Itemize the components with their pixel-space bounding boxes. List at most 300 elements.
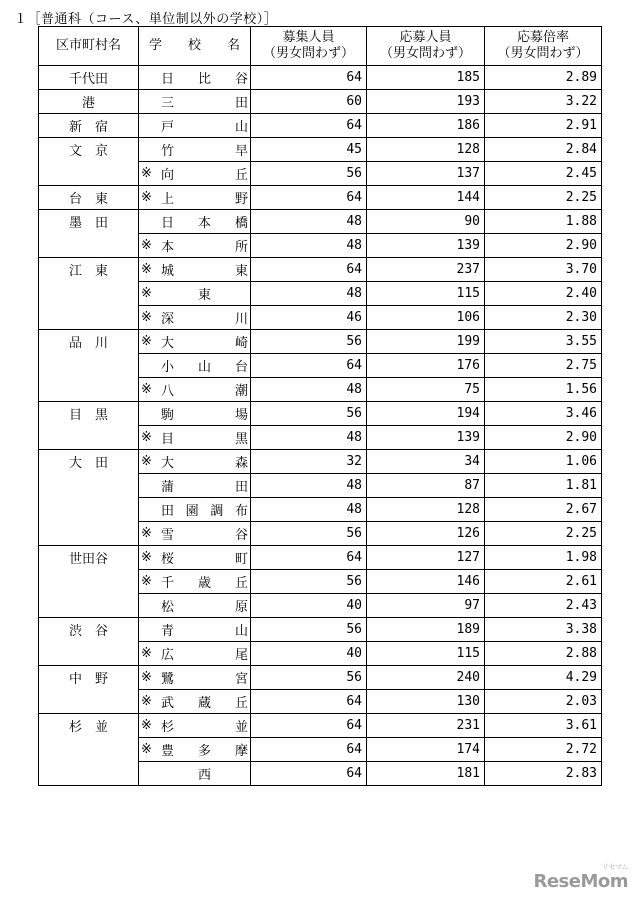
header-capacity-line2: （男女問わず） xyxy=(262,46,354,61)
capacity-cell: 48 xyxy=(251,234,367,258)
school-name xyxy=(161,236,248,255)
school-name-char: 布 xyxy=(234,504,248,519)
school-name-char: 田 xyxy=(161,504,175,519)
applicants-cell: 75 xyxy=(367,378,485,402)
logo-text: ReseMom xyxy=(533,871,628,892)
school-name-char: 谷 xyxy=(234,528,248,543)
applicants-cell: 181 xyxy=(367,762,485,786)
applicants-cell: 185 xyxy=(367,66,485,90)
school-name xyxy=(161,404,248,423)
note-mark: ※ xyxy=(141,646,152,661)
table-row xyxy=(39,618,602,642)
school-name xyxy=(161,764,248,783)
header-capacity xyxy=(251,27,367,66)
school-name-char: 橋 xyxy=(234,216,248,231)
note-mark: ※ xyxy=(141,430,152,445)
school-cell xyxy=(139,570,251,594)
note-mark: ※ xyxy=(141,742,152,757)
ward-cell: 品 川 xyxy=(39,330,139,354)
ward-cell: 目 黒 xyxy=(39,402,139,426)
table-row xyxy=(39,114,602,138)
school-cell xyxy=(139,330,251,354)
capacity-cell: 56 xyxy=(251,666,367,690)
school-cell xyxy=(139,474,251,498)
school-cell xyxy=(139,450,251,474)
ratio-cell: 1.06 xyxy=(485,450,602,474)
note-mark: ※ xyxy=(141,694,152,709)
header-applicants-line1: 応募人員 xyxy=(399,30,452,45)
table-row xyxy=(39,354,602,378)
school-cell xyxy=(139,234,251,258)
note-mark: ※ xyxy=(141,526,152,541)
table-row xyxy=(39,666,602,690)
header-ratio-line1: 応募倍率 xyxy=(516,30,569,45)
applicants-cell: 130 xyxy=(367,690,485,714)
school-name-char: 豊 xyxy=(161,744,175,759)
school-name-char: 小 xyxy=(161,360,175,375)
note-mark: ※ xyxy=(141,550,152,565)
table-row xyxy=(39,258,602,282)
school-name-char: 西 xyxy=(197,768,211,783)
school-name-char: 山 xyxy=(234,624,248,639)
school-name xyxy=(161,68,248,87)
note-mark: ※ xyxy=(141,238,152,253)
ratio-cell: 2.40 xyxy=(485,282,602,306)
ward-cell: 大 田 xyxy=(39,450,139,474)
school-name-char: 東 xyxy=(234,264,248,279)
school-name-char: 上 xyxy=(161,192,175,207)
table-row xyxy=(39,762,602,786)
school-cell xyxy=(139,186,251,210)
school-name-char: 桜 xyxy=(161,552,175,567)
school-name-char: 雪 xyxy=(161,528,175,543)
school-cell xyxy=(139,354,251,378)
school-name xyxy=(161,116,248,135)
school-name xyxy=(161,260,248,279)
school-cell xyxy=(139,162,251,186)
applicants-cell: 137 xyxy=(367,162,485,186)
ward-cell xyxy=(39,474,139,498)
school-cell xyxy=(139,378,251,402)
note-mark: ※ xyxy=(141,574,152,589)
table-row xyxy=(39,282,602,306)
applicants-cell: 128 xyxy=(367,138,485,162)
ward-cell xyxy=(39,738,139,762)
note-mark: ※ xyxy=(141,670,152,685)
school-cell xyxy=(139,114,251,138)
header-applicants-line2: （男女問わず） xyxy=(379,46,471,61)
table-row xyxy=(39,522,602,546)
school-cell xyxy=(139,210,251,234)
school-name-char: 東 xyxy=(197,288,211,303)
school-name xyxy=(161,332,248,351)
school-name-char: 田 xyxy=(234,480,248,495)
school-name-char: 多 xyxy=(197,744,211,759)
ratio-cell: 1.98 xyxy=(485,546,602,570)
ward-cell xyxy=(39,354,139,378)
school-name-char: 川 xyxy=(234,312,248,327)
school-name xyxy=(161,572,248,591)
school-name-char: 園 xyxy=(185,504,199,519)
note-mark: ※ xyxy=(141,334,152,349)
applicants-cell: 106 xyxy=(367,306,485,330)
applicants-cell: 127 xyxy=(367,546,485,570)
school-name xyxy=(161,356,248,375)
capacity-cell: 32 xyxy=(251,450,367,474)
table-row xyxy=(39,90,602,114)
ward-cell xyxy=(39,162,139,186)
school-name-char: 丘 xyxy=(234,696,248,711)
table-row xyxy=(39,138,602,162)
school-name-char: 宮 xyxy=(234,672,248,687)
school-name-char: 本 xyxy=(161,240,175,255)
school-name-char: 三 xyxy=(161,96,175,111)
ward-cell xyxy=(39,690,139,714)
school-cell xyxy=(139,594,251,618)
school-name xyxy=(161,308,248,327)
applicants-cell: 97 xyxy=(367,594,485,618)
table-row xyxy=(39,498,602,522)
ratio-cell: 2.90 xyxy=(485,234,602,258)
ratio-cell: 2.91 xyxy=(485,114,602,138)
note-mark: ※ xyxy=(141,454,152,469)
school-name-char: 野 xyxy=(234,192,248,207)
school-name xyxy=(161,716,248,735)
header-ratio xyxy=(485,27,602,66)
school-name-char: 山 xyxy=(234,120,248,135)
ratio-cell: 2.03 xyxy=(485,690,602,714)
capacity-cell: 48 xyxy=(251,378,367,402)
school-cell xyxy=(139,546,251,570)
school-name xyxy=(161,428,248,447)
school-name-char: 大 xyxy=(161,336,175,351)
ratio-cell: 2.61 xyxy=(485,570,602,594)
capacity-cell: 56 xyxy=(251,402,367,426)
school-name xyxy=(161,524,248,543)
school-name-char: 千 xyxy=(161,576,175,591)
capacity-cell: 64 xyxy=(251,546,367,570)
ratio-cell: 3.55 xyxy=(485,330,602,354)
note-mark: ※ xyxy=(141,166,152,181)
ward-cell xyxy=(39,378,139,402)
capacity-cell: 46 xyxy=(251,306,367,330)
school-name xyxy=(161,284,248,303)
school-name-char: 大 xyxy=(161,456,175,471)
school-name-char: 蔵 xyxy=(197,696,211,711)
ward-cell xyxy=(39,234,139,258)
ratio-cell: 2.67 xyxy=(485,498,602,522)
school-name-char: 原 xyxy=(234,600,248,615)
ratio-cell: 2.45 xyxy=(485,162,602,186)
school-cell xyxy=(139,426,251,450)
school-name-char: 摩 xyxy=(234,744,248,759)
ratio-cell: 3.22 xyxy=(485,90,602,114)
school-cell xyxy=(139,714,251,738)
applicants-cell: 128 xyxy=(367,498,485,522)
table-row xyxy=(39,474,602,498)
capacity-cell: 64 xyxy=(251,762,367,786)
ratio-cell: 2.25 xyxy=(485,522,602,546)
school-name-char: 谷 xyxy=(234,72,248,87)
applicants-cell: 139 xyxy=(367,426,485,450)
ward-cell: 文 京 xyxy=(39,138,139,162)
ward-cell: 新 宿 xyxy=(39,114,139,138)
table-row xyxy=(39,162,602,186)
school-name-char: 青 xyxy=(161,624,175,639)
school-cell xyxy=(139,306,251,330)
table-row xyxy=(39,306,602,330)
school-name-char: 日 xyxy=(161,216,175,231)
table-row xyxy=(39,450,602,474)
school-name-char: 城 xyxy=(161,264,175,279)
header-ward: 区市町村名 xyxy=(39,27,139,66)
applicants-cell: 87 xyxy=(367,474,485,498)
school-name-char: 丘 xyxy=(234,168,248,183)
table-row xyxy=(39,66,602,90)
school-name-char: 松 xyxy=(161,600,175,615)
applicants-cell: 186 xyxy=(367,114,485,138)
school-cell xyxy=(139,666,251,690)
table-row xyxy=(39,426,602,450)
table-row xyxy=(39,402,602,426)
school-name-char: 黒 xyxy=(234,432,248,447)
capacity-cell: 48 xyxy=(251,282,367,306)
logo-subtext: リセマム xyxy=(602,863,628,871)
ratio-cell: 1.81 xyxy=(485,474,602,498)
table-heading: １［普通科（コース、単位制以外の学校）］ xyxy=(14,12,278,27)
table-row xyxy=(39,714,602,738)
school-name-char: 歳 xyxy=(197,576,211,591)
school-cell xyxy=(139,498,251,522)
applicants-cell: 240 xyxy=(367,666,485,690)
school-cell xyxy=(139,642,251,666)
school-cell xyxy=(139,258,251,282)
school-name-char: 所 xyxy=(234,240,248,255)
school-name-char: 本 xyxy=(197,216,211,231)
ward-cell: 江 東 xyxy=(39,258,139,282)
ratio-cell: 3.38 xyxy=(485,618,602,642)
school-name-char: 尾 xyxy=(234,648,248,663)
school-name-char: 崎 xyxy=(234,336,248,351)
school-name-char: 比 xyxy=(197,72,211,87)
applicants-cell: 115 xyxy=(367,642,485,666)
header-capacity-line1: 募集人員 xyxy=(282,30,335,45)
school-name xyxy=(161,596,248,615)
header-school: 学 校 名 xyxy=(139,27,251,66)
ratio-cell: 2.90 xyxy=(485,426,602,450)
school-name xyxy=(161,212,248,231)
ratio-cell: 2.75 xyxy=(485,354,602,378)
ward-cell: 港 xyxy=(39,90,139,114)
capacity-cell: 48 xyxy=(251,210,367,234)
school-name xyxy=(161,644,248,663)
capacity-cell: 64 xyxy=(251,66,367,90)
applicants-cell: 90 xyxy=(367,210,485,234)
school-name xyxy=(161,620,248,639)
capacity-cell: 56 xyxy=(251,570,367,594)
school-name-char: 八 xyxy=(161,384,175,399)
ratio-cell: 2.88 xyxy=(485,642,602,666)
school-name xyxy=(161,188,248,207)
header-row xyxy=(39,27,602,66)
school-cell xyxy=(139,402,251,426)
note-mark: ※ xyxy=(141,382,152,397)
ratio-cell: 1.88 xyxy=(485,210,602,234)
ratio-cell: 2.72 xyxy=(485,738,602,762)
ratio-cell: 4.29 xyxy=(485,666,602,690)
resemom-logo xyxy=(533,863,628,892)
note-mark: ※ xyxy=(141,262,152,277)
school-name-char: 日 xyxy=(161,72,175,87)
applicants-cell: 237 xyxy=(367,258,485,282)
school-name-char: 並 xyxy=(234,720,248,735)
table-row xyxy=(39,642,602,666)
capacity-cell: 64 xyxy=(251,738,367,762)
capacity-cell: 45 xyxy=(251,138,367,162)
school-name-char: 町 xyxy=(234,552,248,567)
school-cell xyxy=(139,522,251,546)
school-name xyxy=(161,668,248,687)
ratio-cell: 2.84 xyxy=(485,138,602,162)
ratio-cell: 2.30 xyxy=(485,306,602,330)
school-name-char: 場 xyxy=(234,408,248,423)
ratio-cell: 2.83 xyxy=(485,762,602,786)
applicants-table xyxy=(38,26,602,786)
capacity-cell: 48 xyxy=(251,498,367,522)
note-mark: ※ xyxy=(141,310,152,325)
note-mark: ※ xyxy=(141,718,152,733)
table-row xyxy=(39,690,602,714)
school-name xyxy=(161,380,248,399)
capacity-cell: 56 xyxy=(251,162,367,186)
school-name-char: 蒲 xyxy=(161,480,175,495)
ward-cell xyxy=(39,570,139,594)
school-name xyxy=(161,740,248,759)
school-cell xyxy=(139,738,251,762)
table-row xyxy=(39,570,602,594)
applicants-cell: 176 xyxy=(367,354,485,378)
ratio-cell: 2.25 xyxy=(485,186,602,210)
school-name-char: 杉 xyxy=(161,720,175,735)
school-cell xyxy=(139,282,251,306)
capacity-cell: 64 xyxy=(251,714,367,738)
school-name-char: 丘 xyxy=(234,576,248,591)
capacity-cell: 56 xyxy=(251,618,367,642)
applicants-cell: 174 xyxy=(367,738,485,762)
ratio-cell: 3.61 xyxy=(485,714,602,738)
school-name xyxy=(161,500,248,519)
capacity-cell: 64 xyxy=(251,690,367,714)
ward-cell: 中 野 xyxy=(39,666,139,690)
school-name xyxy=(161,548,248,567)
ward-cell: 杉 並 xyxy=(39,714,139,738)
school-name-char: 早 xyxy=(234,144,248,159)
capacity-cell: 56 xyxy=(251,330,367,354)
applicants-cell: 199 xyxy=(367,330,485,354)
ward-cell: 千代田 xyxy=(39,66,139,90)
table-row xyxy=(39,186,602,210)
table-row xyxy=(39,594,602,618)
applicants-cell: 144 xyxy=(367,186,485,210)
applicants-cell: 34 xyxy=(367,450,485,474)
school-name-char: 田 xyxy=(234,96,248,111)
capacity-cell: 64 xyxy=(251,114,367,138)
school-name-char: 台 xyxy=(234,360,248,375)
table-row xyxy=(39,738,602,762)
ward-cell: 世田谷 xyxy=(39,546,139,570)
capacity-cell: 40 xyxy=(251,594,367,618)
school-cell xyxy=(139,762,251,786)
table-row xyxy=(39,234,602,258)
ratio-cell: 1.56 xyxy=(485,378,602,402)
ward-cell xyxy=(39,522,139,546)
applicants-cell: 194 xyxy=(367,402,485,426)
ratio-cell: 2.89 xyxy=(485,66,602,90)
ward-cell xyxy=(39,282,139,306)
ward-cell xyxy=(39,762,139,786)
table-row xyxy=(39,378,602,402)
ward-cell: 渋 谷 xyxy=(39,618,139,642)
school-name-char: 鷺 xyxy=(161,672,175,687)
ward-cell: 台 東 xyxy=(39,186,139,210)
ward-cell: 墨 田 xyxy=(39,210,139,234)
school-cell xyxy=(139,66,251,90)
header-ratio-line2: （男女問わず） xyxy=(497,46,589,61)
ward-cell xyxy=(39,306,139,330)
ward-cell xyxy=(39,498,139,522)
table-row xyxy=(39,546,602,570)
table-row xyxy=(39,330,602,354)
school-name xyxy=(161,476,248,495)
capacity-cell: 48 xyxy=(251,426,367,450)
school-name-char: 目 xyxy=(161,432,175,447)
school-name xyxy=(161,140,248,159)
capacity-cell: 64 xyxy=(251,258,367,282)
ward-cell xyxy=(39,642,139,666)
header-applicants xyxy=(367,27,485,66)
applicants-cell: 231 xyxy=(367,714,485,738)
school-name-char: 潮 xyxy=(234,384,248,399)
school-name xyxy=(161,164,248,183)
school-name-char: 調 xyxy=(210,504,224,519)
school-name-char: 深 xyxy=(161,312,175,327)
ward-cell xyxy=(39,426,139,450)
applicants-cell: 115 xyxy=(367,282,485,306)
table-body xyxy=(39,66,602,786)
capacity-cell: 56 xyxy=(251,522,367,546)
applicants-cell: 189 xyxy=(367,618,485,642)
capacity-cell: 40 xyxy=(251,642,367,666)
ratio-cell: 2.43 xyxy=(485,594,602,618)
table-row xyxy=(39,210,602,234)
school-cell xyxy=(139,690,251,714)
capacity-cell: 64 xyxy=(251,354,367,378)
school-name xyxy=(161,692,248,711)
ratio-cell: 3.70 xyxy=(485,258,602,282)
school-name-char: 武 xyxy=(161,696,175,711)
school-name-char: 竹 xyxy=(161,144,175,159)
school-name xyxy=(161,92,248,111)
note-mark: ※ xyxy=(141,190,152,205)
school-name-char: 戸 xyxy=(161,120,175,135)
applicants-cell: 146 xyxy=(367,570,485,594)
school-cell xyxy=(139,90,251,114)
school-cell xyxy=(139,138,251,162)
school-cell xyxy=(139,618,251,642)
school-name-char: 山 xyxy=(197,360,211,375)
ratio-cell: 3.46 xyxy=(485,402,602,426)
note-mark: ※ xyxy=(141,286,152,301)
